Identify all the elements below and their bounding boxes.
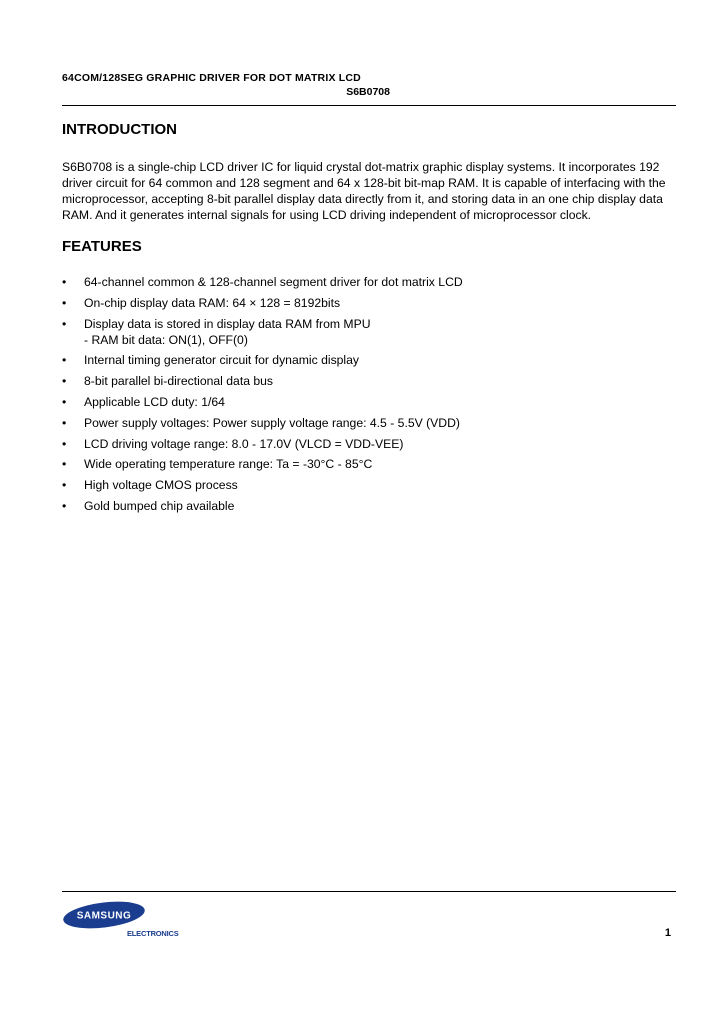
introduction-heading: INTRODUCTION bbox=[62, 121, 177, 138]
footer-divider bbox=[62, 891, 676, 892]
feature-item bbox=[62, 394, 662, 410]
feature-text: Power supply voltages: Power supply voltage range: 4.5 - 5.5V (VDD) bbox=[84, 415, 460, 430]
features-list bbox=[62, 274, 662, 519]
bullet-glyph: • bbox=[62, 353, 67, 368]
feature-item bbox=[62, 373, 662, 389]
header-divider bbox=[62, 105, 676, 106]
bullet-glyph: • bbox=[62, 295, 67, 310]
document-header-title: 64COM/128SEG GRAPHIC DRIVER FOR DOT MATRIX LCD bbox=[62, 72, 361, 84]
bullet-glyph: • bbox=[62, 374, 67, 389]
feature-item bbox=[62, 295, 662, 311]
introduction-paragraph: S6B0708 is a single-chip LCD driver IC for liquid crystal dot-matrix graphic display systems. It incorporates 192 driver circuit for 64 common and 128 segment and 64 x 128-bit bit-map RAM. It is capable of interfacing with the microprocessor, accepting 8-bit parallel display data directly from it, and storing data in an one chip display data RAM. And it generates internal signals for using LCD driving independent of microprocessor clock. bbox=[62, 160, 666, 222]
features-heading: FEATURES bbox=[62, 238, 142, 255]
feature-item bbox=[62, 352, 662, 368]
samsung-logo bbox=[62, 900, 146, 930]
bullet-glyph: • bbox=[62, 478, 67, 493]
page-number: 1 bbox=[664, 927, 671, 939]
feature-text: 8-bit parallel bi-directional data bus bbox=[84, 374, 274, 389]
feature-item bbox=[62, 274, 662, 290]
feature-text: 64-channel common & 128-channel segment driver for dot matrix LCD bbox=[84, 275, 463, 289]
feature-item bbox=[62, 316, 662, 348]
feature-text: Gold bumped chip available bbox=[84, 498, 235, 513]
feature-text: Internal timing generator circuit for dynamic display bbox=[84, 353, 360, 368]
bullet-glyph: • bbox=[62, 436, 67, 451]
bullet-glyph: • bbox=[62, 316, 67, 331]
bullet-glyph: • bbox=[62, 394, 67, 409]
bullet-glyph: • bbox=[62, 457, 67, 472]
bullet-glyph: • bbox=[62, 498, 67, 513]
logo-text: SAMSUNG bbox=[76, 910, 132, 922]
feature-text: Display data is stored in display data RAM from MPU bbox=[84, 316, 371, 331]
feature-subtext: - RAM bit data: ON(1), OFF(0) bbox=[84, 332, 248, 347]
feature-text: High voltage CMOS process bbox=[84, 478, 238, 493]
bullet-glyph: • bbox=[62, 415, 67, 430]
bullet-glyph: • bbox=[62, 275, 67, 289]
feature-item bbox=[62, 436, 662, 452]
feature-text: LCD driving voltage range: 8.0 - 17.0V (VLCD = VDD-VEE) bbox=[84, 436, 404, 451]
feature-text: Applicable LCD duty: 1/64 bbox=[84, 394, 225, 409]
feature-item bbox=[62, 477, 662, 493]
document-part-number: S6B0708 bbox=[346, 86, 390, 98]
feature-item bbox=[62, 415, 662, 431]
feature-text: On-chip display data RAM: 64 × 128 = 8192bits bbox=[84, 295, 341, 310]
feature-item bbox=[62, 498, 662, 514]
feature-item bbox=[62, 456, 662, 472]
feature-text: Wide operating temperature range: Ta = -30°C - 85°C bbox=[84, 457, 373, 472]
logo-subtext: ELECTRONICS bbox=[127, 929, 179, 938]
